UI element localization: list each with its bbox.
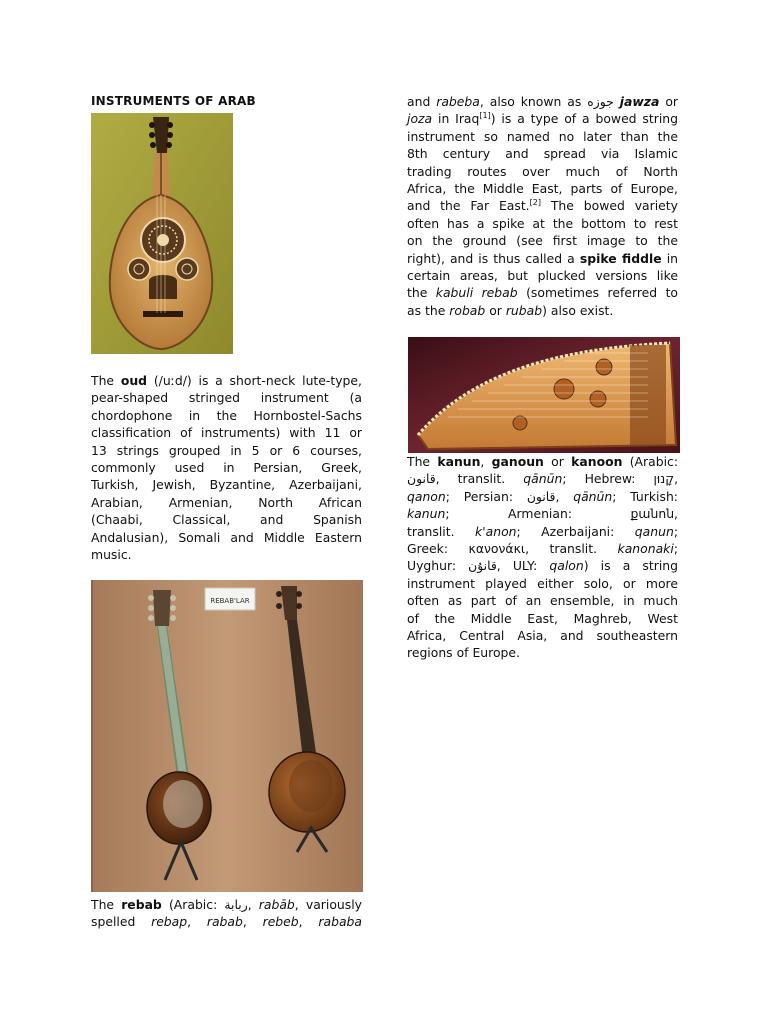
rebab-arabic: ربابة bbox=[224, 897, 248, 912]
jawza-arabic: جوزه bbox=[587, 94, 614, 109]
oud-paragraph: The oud (/uːd/) is a short-neck lute-type, pear-shaped stringed instrument (a chordophone in the Hornbostel-Sachs classification of instruments) with 11 or 13 strings grouped in 5 or 6 courses, commonly used in Persian, Greek, Turkish, Jewish, Byzantine, Azerbaijani, Arabian, Armenian, North African (Chaabi, Classical, and Spanish Andalusian), Somali and Middle Eastern music. bbox=[91, 373, 362, 563]
jawza-word: jawza bbox=[619, 94, 660, 109]
rebab-photo bbox=[91, 580, 363, 892]
rebab-name: rebab bbox=[121, 897, 162, 912]
rebab-translit: rabāb bbox=[258, 897, 295, 912]
kanun-paragraph: The kanun, ganoun or kanoon (Arabic: قانون, translit. qānūn; Hebrew: קָנוּן, qanon; Persian: قانون, qānūn; Turkish: kanun; Armenian: քանոն, translit. k'anon; Azerbaijani: qanun; Greek: κανονάκι, translit. kanonaki; Uyghur: قانۇن, ULY: qalon) is a string instrument played either solo, or more often as part of an ensemble, in much of the Middle East, Maghreb, West Africa, Central Asia, and southeastern regions of Europe. bbox=[407, 454, 679, 661]
oud-photo bbox=[91, 113, 233, 354]
kanun-photo bbox=[408, 337, 680, 453]
kanun-armenian: քանոն bbox=[630, 506, 675, 522]
kanun-greek: κανονάκι bbox=[468, 541, 526, 557]
rebab-illustration bbox=[91, 580, 363, 892]
rebab-sign-text: REBAB'LAR bbox=[210, 597, 250, 605]
kanun-hebrew: קָנוּן bbox=[653, 471, 675, 487]
kanun-name-1: kanun bbox=[437, 454, 481, 469]
page-title: INSTRUMENTS OF ARAB bbox=[91, 94, 256, 108]
rebab-paragraph-continued: and rabeba, also known as جوزه jawza or joza in Iraq[1]) is a type of a bowed string instrument so named no later than the 8th century and spread via Islamic trading routes over much of North Africa, the Middle East, parts of Europe, and the Far East.[2] The bowed variety often has a spike at the bottom to rest on the ground (see first image to the right), and is thus called a spike fiddle in certain areas, but plucked versions like the kabuli rebab (sometimes referred to as the robab or rubab) also exist. bbox=[407, 94, 679, 318]
oud-illustration bbox=[91, 113, 233, 354]
kanun-uyghur: قانۇن bbox=[468, 558, 497, 574]
spike-fiddle: spike fiddle bbox=[579, 250, 662, 266]
rebab-paragraph-start: The rebab (Arabic: ربابة, rabāb, variously spelled rebap, rabab, rebeb, rababa bbox=[91, 897, 362, 930]
kanun-name-2: ganoun bbox=[491, 454, 544, 469]
reference-2[interactable]: [2] bbox=[529, 198, 541, 208]
kanun-arabic: قانون bbox=[407, 471, 436, 487]
kanun-name-3: kanoon bbox=[571, 454, 623, 469]
kanun-persian: قانون bbox=[526, 488, 556, 504]
kanun-illustration bbox=[408, 337, 680, 453]
reference-1[interactable]: [1] bbox=[479, 111, 491, 121]
